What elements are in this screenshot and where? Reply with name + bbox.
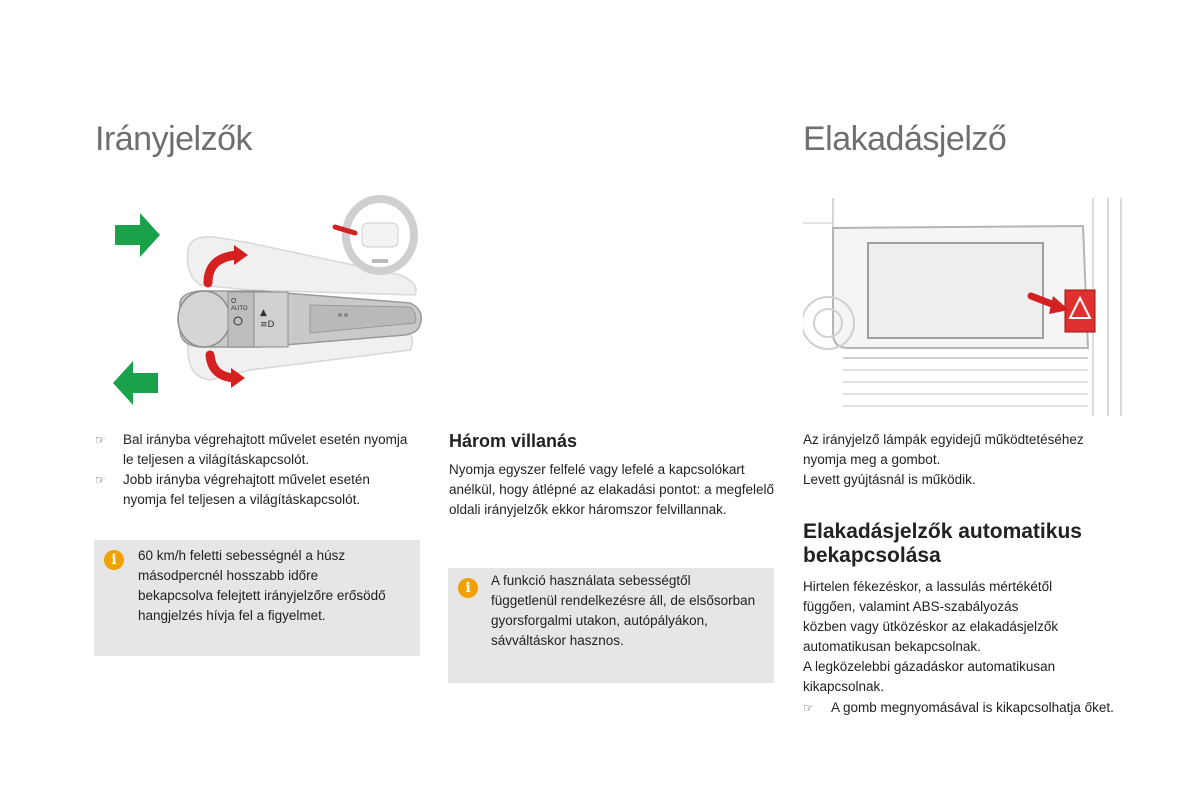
- left-bullet-list: [95, 430, 415, 510]
- page-title-turn-signals: Irányjelzők: [95, 120, 253, 158]
- right-bullet-list: [803, 698, 1123, 718]
- bullet-text: Bal irányba végrehajtott művelet esetén nyomja le teljesen a világításkapcsolót.: [123, 432, 408, 467]
- green-arrow-left-icon: [113, 361, 158, 405]
- stalk-label-off: O: [231, 298, 237, 305]
- bullet-text: A gomb megnyomásával is kikapcsolhatja őket.: [831, 700, 1114, 715]
- intro-line: Levett gyújtásnál is működik.: [803, 472, 976, 487]
- hand-pointer-icon: ☞: [95, 433, 106, 447]
- intro-line: nyomja meg a gombot.: [803, 452, 941, 467]
- info-icon: i: [458, 578, 478, 598]
- paragraph-line: automatikusan bekapcsolnak.: [803, 639, 981, 654]
- stalk-illustration: [100, 195, 430, 410]
- list-item: [95, 470, 415, 510]
- hand-pointer-icon: ☞: [803, 701, 814, 715]
- intro-line: Az irányjelző lámpák egyidejű működtetéséhez: [803, 432, 1084, 447]
- list-item: [95, 430, 415, 470]
- list-item: [803, 698, 1123, 718]
- info-box-middle: [448, 568, 774, 683]
- paragraph-line: közben vagy ütközéskor az elakadásjelzők: [803, 619, 1059, 634]
- automatic-hazard-paragraph: [803, 577, 1133, 697]
- three-flashes-paragraph: Nyomja egyszer felfelé vagy lefelé a kapcsolókart anélkül, hogy átlépné az elakadási pontot: a megfelelő oldali irányjelzők ekkor háromszor felvillannak.: [449, 462, 774, 517]
- paragraph-line: kikapcsolnak.: [803, 679, 885, 694]
- info-text: 60 km/h feletti sebességnél a húsz másodpercnél hosszabb időre bekapcsolva felejtett irányjelzőre erősödő hangjelzés hívja fel a figyelmet.: [138, 548, 386, 623]
- section-title-automatic-hazard: Elakadásjelzők automatikus bekapcsolása: [803, 520, 1082, 567]
- svg-text:≡D: ≡D: [260, 320, 275, 330]
- hand-pointer-icon: ☞: [95, 473, 106, 487]
- page-title-hazard-warning: Elakadásjelző: [803, 120, 1007, 158]
- green-arrow-right-icon: [115, 213, 160, 257]
- paragraph-line: függően, valamint ABS-szabályozás: [803, 599, 1019, 614]
- info-text: A funkció használata sebességtől függetlenül rendelkezésre áll, de elsősorban gyorsforgalmi utakon, autópályákon, sávváltáskor hasznos.: [491, 573, 756, 648]
- info-box-left: [94, 540, 420, 656]
- dashboard-illustration: [803, 198, 1128, 416]
- paragraph-line: A legközelebbi gázadáskor automatikusan: [803, 659, 1056, 674]
- hazard-intro: [803, 430, 1133, 490]
- info-icon: i: [104, 550, 124, 570]
- bullet-text: Jobb irányba végrehajtott művelet esetén nyomja fel teljesen a világításkapcsolót.: [123, 472, 370, 507]
- section-title-three-flashes: Három villanás: [449, 431, 578, 451]
- steering-wheel-thumbnail-icon: [335, 199, 414, 271]
- stalk-label-auto: AUTO: [231, 306, 248, 312]
- svg-text:▲: ▲: [260, 308, 267, 318]
- paragraph-line: Hirtelen fékezéskor, a lassulás mértékétől: [803, 579, 1053, 594]
